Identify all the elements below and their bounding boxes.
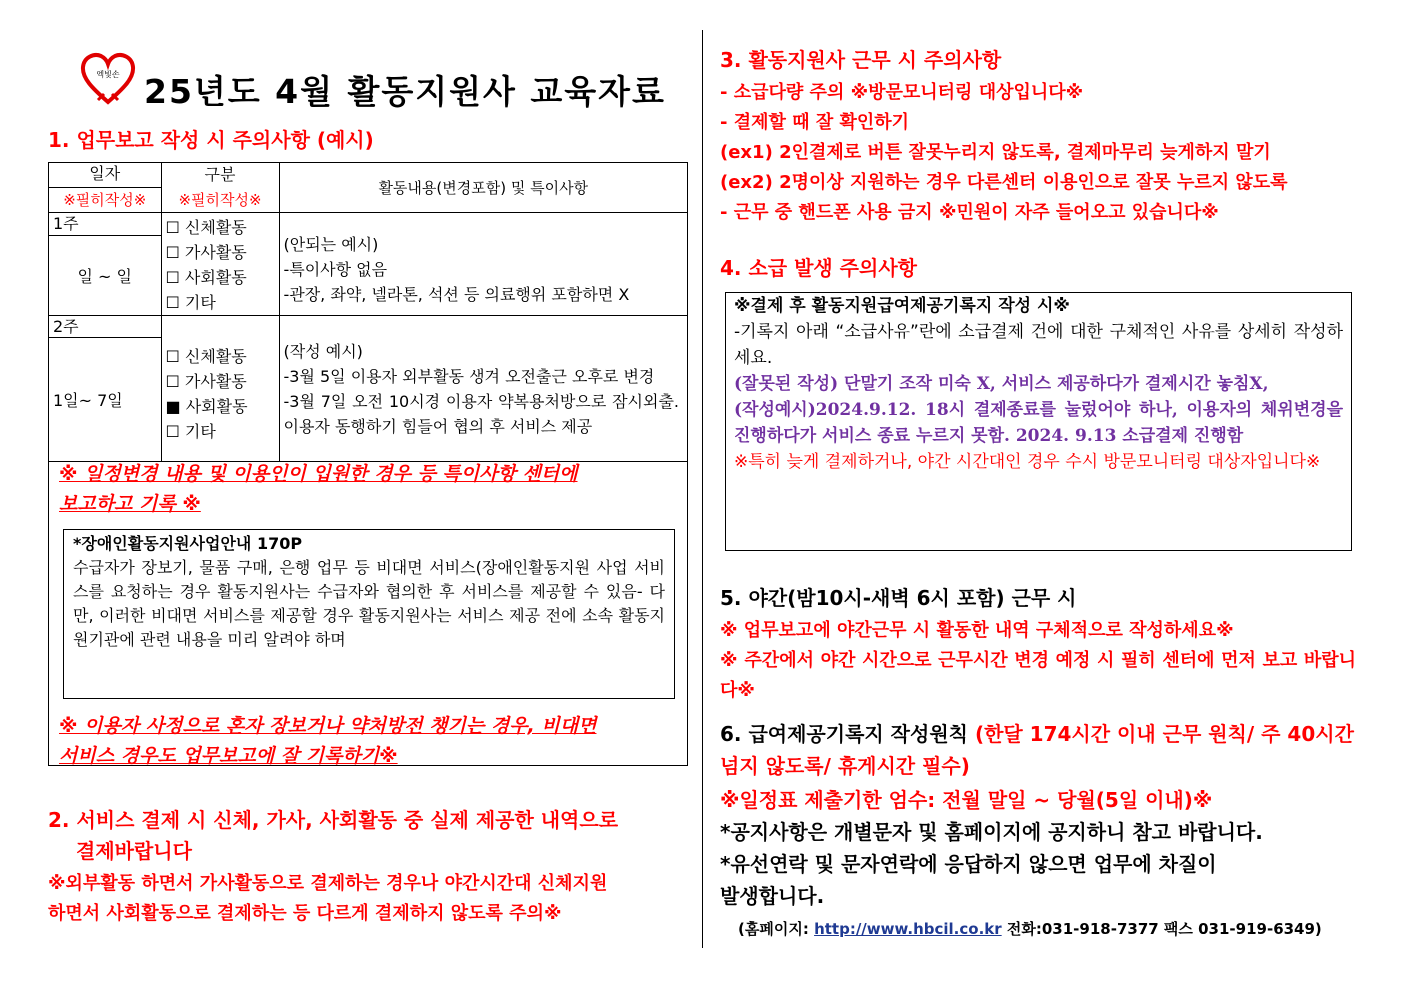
section6-heading-rule: (한달 174시간 이내 근무 원칙/ 주 40시간 넘지 않도록/ 휴게시간 필수): [720, 722, 1354, 778]
homepage-label: (홈페이지:: [738, 920, 809, 938]
schedule-change-note-line1: ※ 일정변경 내용 및 이용인이 입원한 경우 등 특이사항 센터에: [59, 463, 578, 485]
section5-heading: 5. 야간(밤10시-새벽 6시 포함) 근무 시: [720, 586, 1077, 610]
section5-line2: ※ 주간에서 야간 시간으로 근무시간 변경 예정 시 필히 센터에 먼저 보고 바랍니다※: [720, 650, 1356, 701]
section1-heading: 1. 업무보고 작성 시 주의사항 (예시): [48, 128, 374, 152]
section6-contact-warning-line1: *유선연락 및 문자연락에 응답하지 않으면 업무에 차질이: [720, 852, 1217, 876]
page-title: 25년도 4월 활동지원사 교육자료: [144, 72, 666, 111]
activity-checkboxes: [161, 213, 279, 316]
section6-heading-main: 6. 급여제공기록지 작성원칙: [720, 722, 968, 746]
contact-info: [738, 918, 1322, 939]
wrong-example: (잘못된 작성) 단말기 조작 미숙 X, 서비스 제공하다가 결제시간 놓침X,: [734, 374, 1269, 394]
checkbox-body-activity: ☐ 신체활동: [165, 346, 247, 366]
section2-heading-line2: 결제바랍니다: [76, 839, 192, 863]
checkbox-other: ☐ 기타: [165, 421, 216, 441]
guide-title: *장애인활동지원사업안내 170P: [73, 534, 303, 553]
activity-content: [279, 316, 687, 462]
content-line: -3월 5일 이용자 외부활동 생겨 오전출근 오후로 변경: [283, 366, 655, 386]
contactless-note-line2: 서비스 경우도 업무보고에 잘 기록하기※: [59, 745, 398, 767]
activity-content: [279, 213, 687, 316]
section3-heading: 3. 활동지원사 근무 시 주의사항: [720, 48, 1002, 72]
section3-line: - 근무 중 핸드폰 사용 금지 ※민원이 자주 들어오고 있습니다※: [720, 202, 1219, 223]
section3-line: (ex2) 2명이상 지원하는 경우 다른센터 이용인으로 잘못 누르지 않도록: [720, 172, 1288, 193]
column-divider: [702, 30, 703, 948]
content-line: -특이사항 없음: [283, 259, 388, 279]
section3-line: (ex1) 2인결제로 버튼 잘못누리지 않도록, 결제마무리 늦게하지 말기: [720, 142, 1271, 163]
section4-heading: 4. 소급 발생 주의사항: [720, 256, 917, 280]
logo-text: 엑빛손: [96, 70, 120, 79]
section3-line: - 소급다량 주의 ※방문모니터링 대상입니다※: [720, 82, 1084, 103]
box-title: ※결제 후 활동지원급여제공기록지 작성 시※: [734, 296, 1070, 316]
section3-line: - 결제할 때 잘 확인하기: [720, 112, 910, 133]
content-header: 활동내용(변경포함) 및 특이사항: [279, 163, 687, 213]
report-guide-box: [48, 162, 688, 766]
date-range: 1일~ 7일: [49, 338, 161, 462]
week-label: 1주: [49, 213, 161, 236]
section2-note-line1: ※외부활동 하면서 가사활동으로 결제하는 경우나 야간시간대 신체지원: [48, 873, 608, 894]
section2-heading-line1: 2. 서비스 결제 시 신체, 가사, 사회활동 중 실제 제공한 내역으로: [48, 808, 619, 832]
checkbox-housework: ☐ 가사활동: [165, 371, 247, 391]
box-body: -기록지 아래 “소급사유”란에 소급결제 건에 대한 구체적인 사유를 상세히 작성하세요.: [734, 322, 1343, 368]
logo-heart-icon: [80, 52, 136, 106]
date-header: 일자: [49, 163, 161, 188]
checkbox-body-activity: ☐ 신체활동: [165, 218, 247, 237]
date-header-cell: [49, 163, 161, 213]
guide-excerpt-box: [63, 529, 675, 699]
table-row: [49, 213, 687, 236]
type-header: 구분: [204, 164, 236, 184]
monitoring-warning: ※특히 늦게 결제하거나, 야간 시간대인 경우 수시 방문모니터링 대상자입니다※: [734, 452, 1321, 472]
checkbox-social-activity: ☐ 사회활동: [165, 268, 247, 287]
section6-deadline: ※일정표 제출기한 엄수: 전월 말일 ~ 당월(5일 이내)※: [720, 788, 1213, 812]
date-range: 일 ~ 일: [49, 235, 161, 315]
guide-body: 수급자가 장보기, 물품 구매, 은행 업무 등 비대면 서비스(장애인활동지원 사업 서비스를 요청하는 경우 활동지원사는 수급자와 협의한 후 서비스를 제공할 수 있음- 다만, 이러한 비대면 서비스를 제공할 경우 활동지원사는 서비스 제공 전에 소속 활동지원기관에 관련 내용을 미리 알려야 하며: [73, 558, 665, 649]
activity-checkboxes: [161, 316, 279, 462]
date-required-note: ※필히작성※: [63, 191, 147, 209]
homepage-link[interactable]: http://www.hbcil.co.kr: [814, 920, 1002, 938]
type-required-note: ※필히작성※: [178, 190, 262, 209]
content-line: (작성 예시): [283, 341, 363, 361]
content-line: (안되는 예시): [283, 234, 379, 254]
checkbox-housework: ☐ 가사활동: [165, 243, 247, 262]
retroactive-payment-box: [725, 292, 1352, 551]
phone-fax: 전화:031-918-7377 팩스 031-919-6349): [1006, 920, 1322, 938]
section6-contact-warning-line2: 발생합니다.: [720, 884, 825, 908]
checkbox-social-activity-checked: ■ 사회활동: [165, 396, 248, 416]
content-line: -관장, 좌약, 넬라톤, 석션 등 의료행위 포함하면 X: [283, 284, 630, 304]
content-line: -3월 7일 오전 10시경 이용자 약복용처방으로 잠시외출. 이용자 동행하기 힘들어 협의 후 서비스 제공: [283, 391, 679, 436]
section6-heading: [720, 718, 1360, 782]
report-example-table: [49, 163, 687, 462]
contactless-note-line1: ※ 이용자 사정으로 혼자 장보거나 약처방전 챙기는 경우, 비대면: [59, 715, 597, 737]
schedule-change-note-line2: 보고하고 기록 ※: [59, 493, 201, 515]
table-header-row: [49, 163, 687, 213]
checkbox-other: ☐ 기타: [165, 293, 216, 312]
type-header-cell: [161, 163, 279, 213]
section5-line1: ※ 업무보고에 야간근무 시 활동한 내역 구체적으로 작성하세요※: [720, 620, 1234, 641]
week-label: 2주: [49, 316, 161, 338]
table-row: [49, 316, 687, 338]
correct-example: (작성예시)2024.9.12. 18시 결제종료를 눌렀어야 하나, 이용자의 체위변경을 진행하다가 서비스 종료 누르지 못함. 2024. 9.13 소급결제 진행함: [734, 400, 1343, 446]
section2-note-line2: 하면서 사회활동으로 결제하는 등 다르게 결제하지 않도록 주의※: [48, 903, 562, 924]
section6-notice: *공지사항은 개별문자 및 홈페이지에 공지하니 참고 바랍니다.: [720, 820, 1263, 844]
